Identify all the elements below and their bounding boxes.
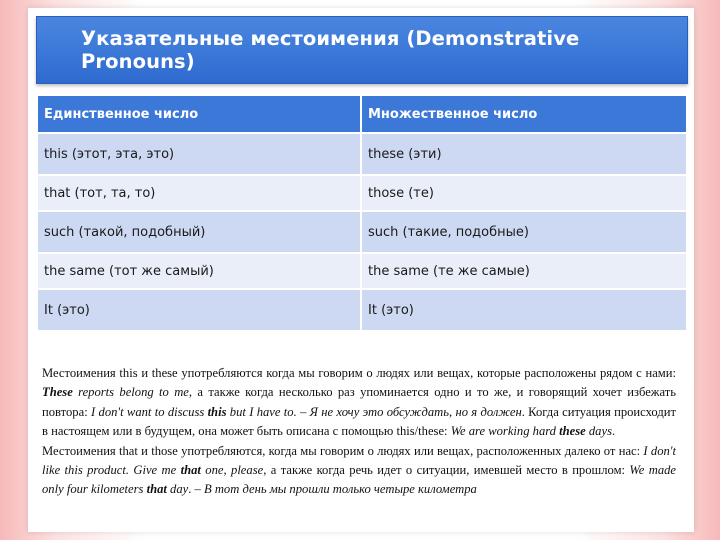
cell-plural: such (такие, подобные)	[361, 211, 687, 253]
example-emphasis: that	[146, 482, 167, 497]
example-run: We are working hard	[450, 424, 560, 439]
paragraph-that-those	[42, 442, 676, 500]
example-run: I don't like this product. Give me	[42, 443, 676, 478]
header-singular: Единственное число	[37, 95, 361, 133]
table-row	[37, 253, 687, 289]
cell-plural: the same (те же самые)	[361, 253, 687, 289]
cell-plural: those (те)	[361, 175, 687, 211]
paragraph-this-these	[42, 364, 676, 442]
table-row	[37, 133, 687, 175]
example-run: We made only four kilometers	[42, 463, 677, 497]
table-header-row	[37, 95, 687, 133]
cell-singular: this (этот, эта, это)	[37, 133, 361, 175]
pronouns-table	[36, 94, 688, 332]
example-run: day	[166, 482, 189, 497]
text-run: , а также когда несколько раз упоминается одно и то же, и говорящий хочет избежать повтора:	[42, 385, 676, 419]
cell-plural: It (это)	[361, 289, 687, 331]
example-text	[451, 424, 612, 438]
text-run: . Когда ситуация происходит в настоящем или в будущем, она может быть описана с помощью this/these:	[42, 404, 676, 439]
text-run: .	[611, 424, 616, 439]
table-row	[37, 175, 687, 211]
cell-singular: such (такой, подобный)	[37, 211, 361, 253]
example-text	[42, 385, 189, 399]
example-emphasis: that	[180, 463, 201, 478]
explanation-text	[42, 364, 676, 500]
example-text: В тот день мы прошли только четыре километра	[204, 482, 477, 497]
title-bar	[36, 16, 688, 84]
cell-singular: the same (тот же самый)	[37, 253, 361, 289]
text-run: . –	[188, 482, 204, 497]
example-run: but I have to. – Я не хочу это обсуждать, но я должен	[226, 404, 522, 419]
cell-singular: It (это)	[37, 289, 361, 331]
text-run: , а также когда речь идет о ситуации, имевшей место в прошлом:	[263, 463, 630, 478]
table-row	[37, 211, 687, 253]
example-run: I don't want to discuss	[91, 404, 208, 419]
example-emphasis: this	[207, 404, 227, 419]
slide-title: Указательные местоимения (Demonstrative Pronouns)	[81, 27, 580, 73]
header-plural: Множественное число	[361, 95, 687, 133]
text-run: Местоимения this и these употребляются когда мы говорим о людях или вещах, которые расположены рядом с нами:	[42, 366, 676, 380]
example-run: one, please	[200, 463, 264, 478]
example-run: reports belong to me	[72, 385, 189, 400]
example-run: days	[585, 424, 612, 439]
slide	[28, 8, 694, 532]
table-row	[37, 289, 687, 331]
example-text	[91, 405, 522, 419]
example-emphasis: These	[42, 385, 73, 400]
text-run: Местоимения that и those употребляются, когда мы говорим о людях или вещах, расположенных далеко от нас:	[42, 443, 644, 458]
example-emphasis: these	[559, 424, 586, 439]
cell-singular: that (тот, та, то)	[37, 175, 361, 211]
cell-plural: these (эти)	[361, 133, 687, 175]
